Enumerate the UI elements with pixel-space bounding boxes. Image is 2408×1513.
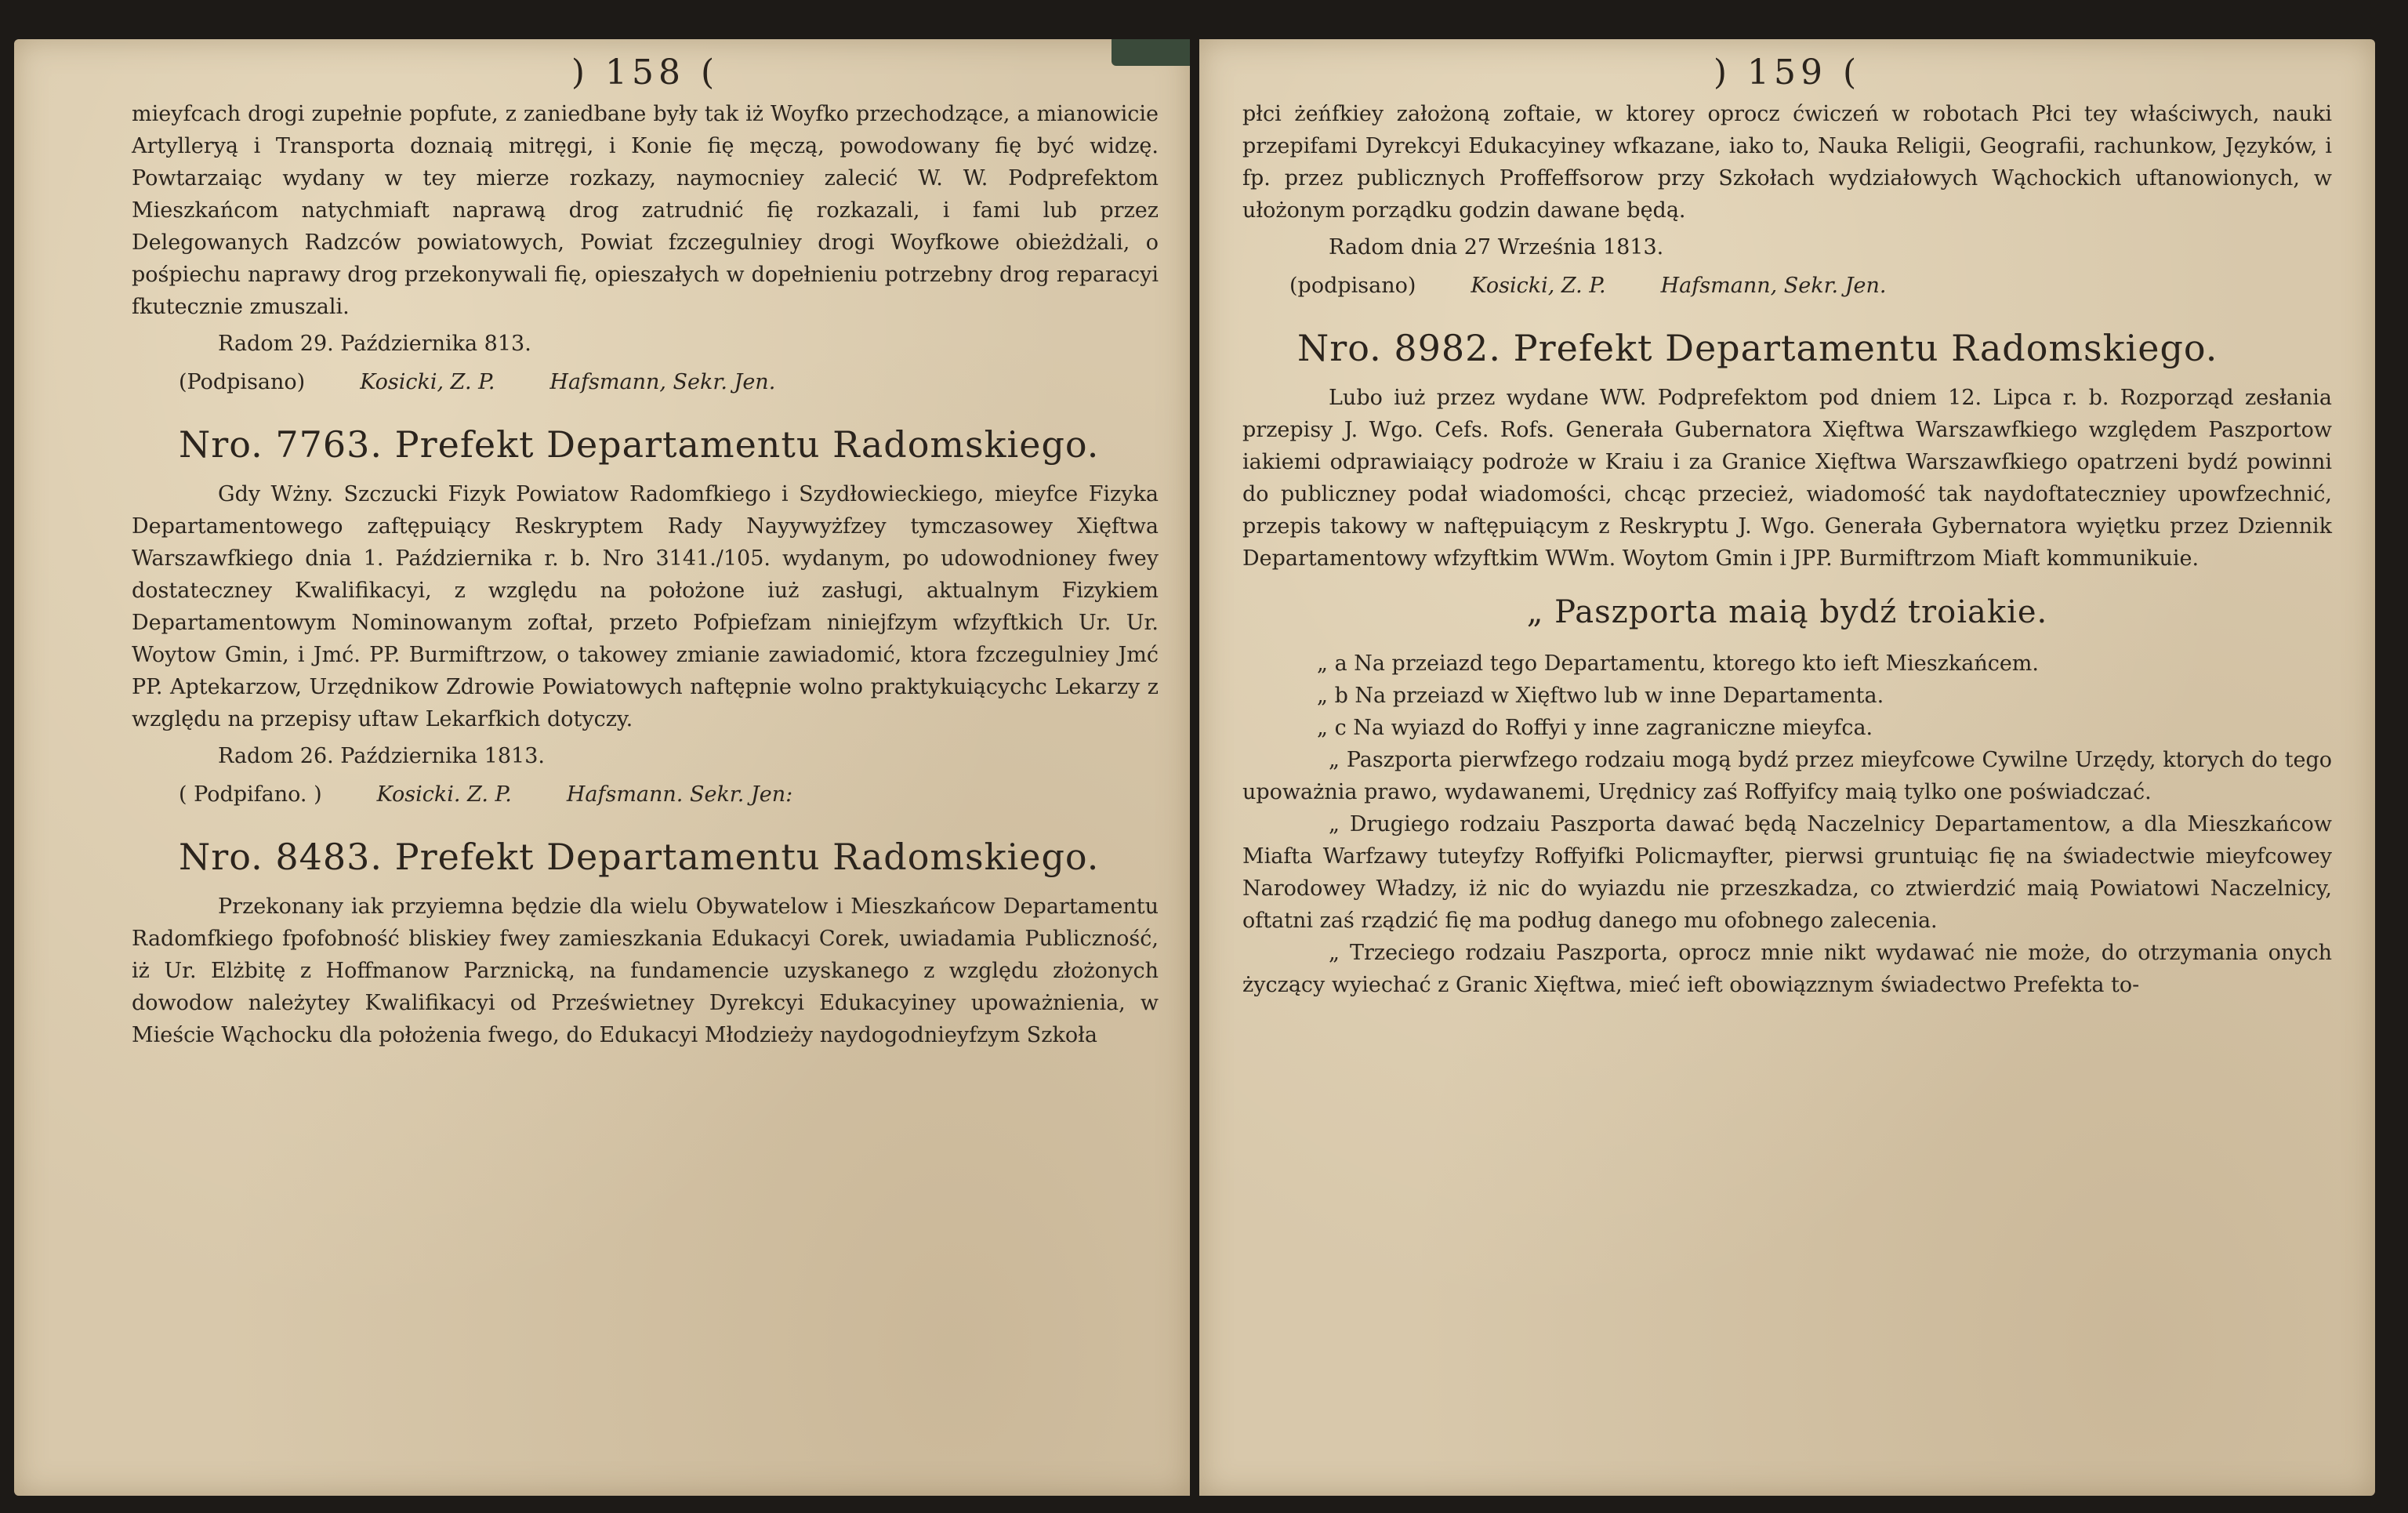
paragraph: „ Drugiego rodzaiu Paszporta dawać będą Naczelnicy Departamentow, a dla Mieszkańcow Miafta Warfzawy tuteyfzy Roffyifki Policmayfter, pierwsi gruntuiąc fię na świadectwie mieyfcowey Narodowey Władzy, iż nic do wyiazdu nie przeszkadza, co ztwierdzić maią Powiatowi Naczelnicy, oftatni zaś rządzić fię ma podług danego mu ofobnego zalecenia. bbox=[1242, 812, 2332, 933]
secretary-name: Hafsmann. Sekr. Jen: bbox=[566, 782, 793, 807]
page-number: ) 159 ( bbox=[1713, 53, 1862, 93]
date-line: Radom dnia 27 Września 1813. bbox=[1329, 235, 1664, 259]
left-page-content bbox=[132, 53, 1159, 1051]
signed-label: (Podpisano) bbox=[179, 370, 306, 394]
signature-line bbox=[1289, 270, 2332, 302]
section-heading: Nro. 8982. Prefekt Departamentu Radomskiego. bbox=[1297, 327, 2218, 369]
paragraph: płci żeńfkiey założoną zoftaie, w ktorey oprocz ćwiczeń w robotach Płci tey właściwych, nauki przepifami Dyrekcyi Edukacyiney wfkazane, iako to, Nauka Religii, Geografii, rachunkow, Języków, i fp. przez publicznych Proffeffsorow przy Szkołach wydziałowych Wąchockich uftanowionych, w ułożonym porządku godzin dawane będą. bbox=[1242, 102, 2332, 223]
signer-name: Kosicki. Z. P. bbox=[376, 782, 512, 807]
left-page bbox=[14, 39, 1190, 1496]
sub-heading: „ Paszporta maią bydź troiakie. bbox=[1526, 594, 2048, 630]
secretary-name: Hafsmann, Sekr. Jen. bbox=[1660, 274, 1887, 298]
right-page bbox=[1199, 39, 2375, 1496]
signed-label: ( Podpifano. ) bbox=[179, 782, 322, 807]
section-heading: Nro. 7763. Prefekt Departamentu Radomskiego. bbox=[179, 423, 1100, 466]
signature-line bbox=[179, 366, 1159, 398]
right-page-content bbox=[1242, 53, 2332, 1009]
paragraph: Lubo iuż przez wydane WW. Podprefektom pod dniem 12. Lipca r. b. Rozporząd zesłania przepisy J. Wgo. Cefs. Rofs. Generała Gubernatora Xięftwa Warszawfkiego względem Paszportow iakiemi odprawiaiący podroże w Kraiu i za Granice Xięftwa Warszawfkiego opatrzeni bydź powinni do publiczney podał wiadomości, chcąc przecież, wiadomość tak naydoftateczniey upowfzechnić, przepis takowy w naftępuiącym z Reskryptu J. Wgo. Generała Gybernatora wyiętku przez Dziennik Departamentowy wfzyftkim WWm. Woytom Gmin i JPP. Burmiftrzom Miaft kommunikuie. bbox=[1242, 386, 2332, 571]
list-item: „ b Na przeiazd w Xięftwo lub w inne Departamenta. bbox=[1317, 684, 1884, 708]
paragraph: Przekonany iak przyiemna będzie dla wielu Obywatelow i Mieszkańcow Departamentu Radomfkiego fpofobność bliskiey fwey zamieszkania Edukacyi Corek, uwiadamia Publiczność, iż Ur. Elżbitę z Hoffmanow Parznicką, na fundamencie uzyskanego z względu złożonych dowodow należytey Kwalifikacyi od Prześwietney Dyrekcyi Edukacyiney upoważnienia, w Mieście Wąchocku dla położenia fwego, do Edukacyi Młodzieży naydogodnieyfzym Szkoła bbox=[132, 894, 1159, 1047]
list-item: „ c Na wyiazd do Roffyi y inne zagraniczne mieyfca. bbox=[1317, 716, 1873, 740]
paragraph: Gdy Wżny. Szczucki Fizyk Powiatow Radomfkiego i Szydłowieckiego, mieyfce Fizyka Departamentowego zaftępuiący Reskryptem Rady Nayywyżfzey tymczasowey Xięftwa Warszawfkiego dnia 1. Października r. b. Nro 3141./105. wydanym, po udowodnioney fwey dostateczney Kwalifikacyi, z względu na położone iuż zasługi, aktualnym Fizykiem Departamentowym Nominowanym zoftał, przeto Pofpiefzam niniejfzym wfzyftkich Ur. Ur. Woytow Gmin, i Jmć. PP. Burmiftrzow, o takowey zmianie zawiadomić, ktora fzczegulniey Jmć PP. Aptekarzow, Urzędnikow Zdrowie Powiatowych naftępnie wolno praktykuiącychc Lekarzy z względu na przepisy uftaw Lekarfkich dotyczy. bbox=[132, 482, 1159, 731]
date-line: Radom 26. Października 1813. bbox=[218, 744, 545, 768]
page-number: ) 158 ( bbox=[571, 53, 720, 93]
signed-label: (podpisano) bbox=[1289, 274, 1416, 298]
secretary-name: Hafsmann, Sekr. Jen. bbox=[549, 370, 776, 394]
signer-name: Kosicki, Z. P. bbox=[360, 370, 495, 394]
list-item: „ a Na przeiazd tego Departamentu, ktorego kto ieft Mieszkańcem. bbox=[1317, 651, 2039, 676]
paragraph: „ Trzeciego rodzaiu Paszporta, oprocz mnie nikt wydawać nie może, do otrzymania onych życzący wyiechać z Granic Xięftwa, mieć ieft obowiązznym świadectwo Prefekta to- bbox=[1242, 941, 2332, 997]
date-line: Radom 29. Października 813. bbox=[218, 332, 531, 356]
signer-name: Kosicki, Z. P. bbox=[1471, 274, 1606, 298]
section-heading: Nro. 8483. Prefekt Departamentu Radomskiego. bbox=[179, 836, 1100, 878]
signature-line bbox=[179, 778, 1159, 811]
paragraph: „ Paszporta pierwfzego rodzaiu mogą bydź przez mieyfcowe Cywilne Urzędy, ktorych do tego upoważnia prawo, wydawanemi, Urędnicy zaś Roffyifcy maią tylko one poświadczać. bbox=[1242, 748, 2332, 804]
paragraph: mieyfcach drogi zupełnie popfute, z zaniedbane były tak iż Woyfko przechodzące, a mianowicie Artylleryą i Transporta doznaią mitręgi, i Konie fię męczą, powodowany fię być widzę. Powtarzaiąc wydany w tey mierze rozkazy, naymocniey zalecić W. W. Podprefektom Mieszkańcom natychmiaft naprawą drog zatrudnić fię rozkazali, i fami lub przez Delegowanych Radzców powiatowych, Powiat fzczegulniey drogi Woyfkowe obieżdżali, o pośpiechu naprawy drog przekonywali fię, opieszałych w dopełnieniu potrzebny drog reparacyi fkutecznie zmuszali. bbox=[132, 102, 1159, 319]
